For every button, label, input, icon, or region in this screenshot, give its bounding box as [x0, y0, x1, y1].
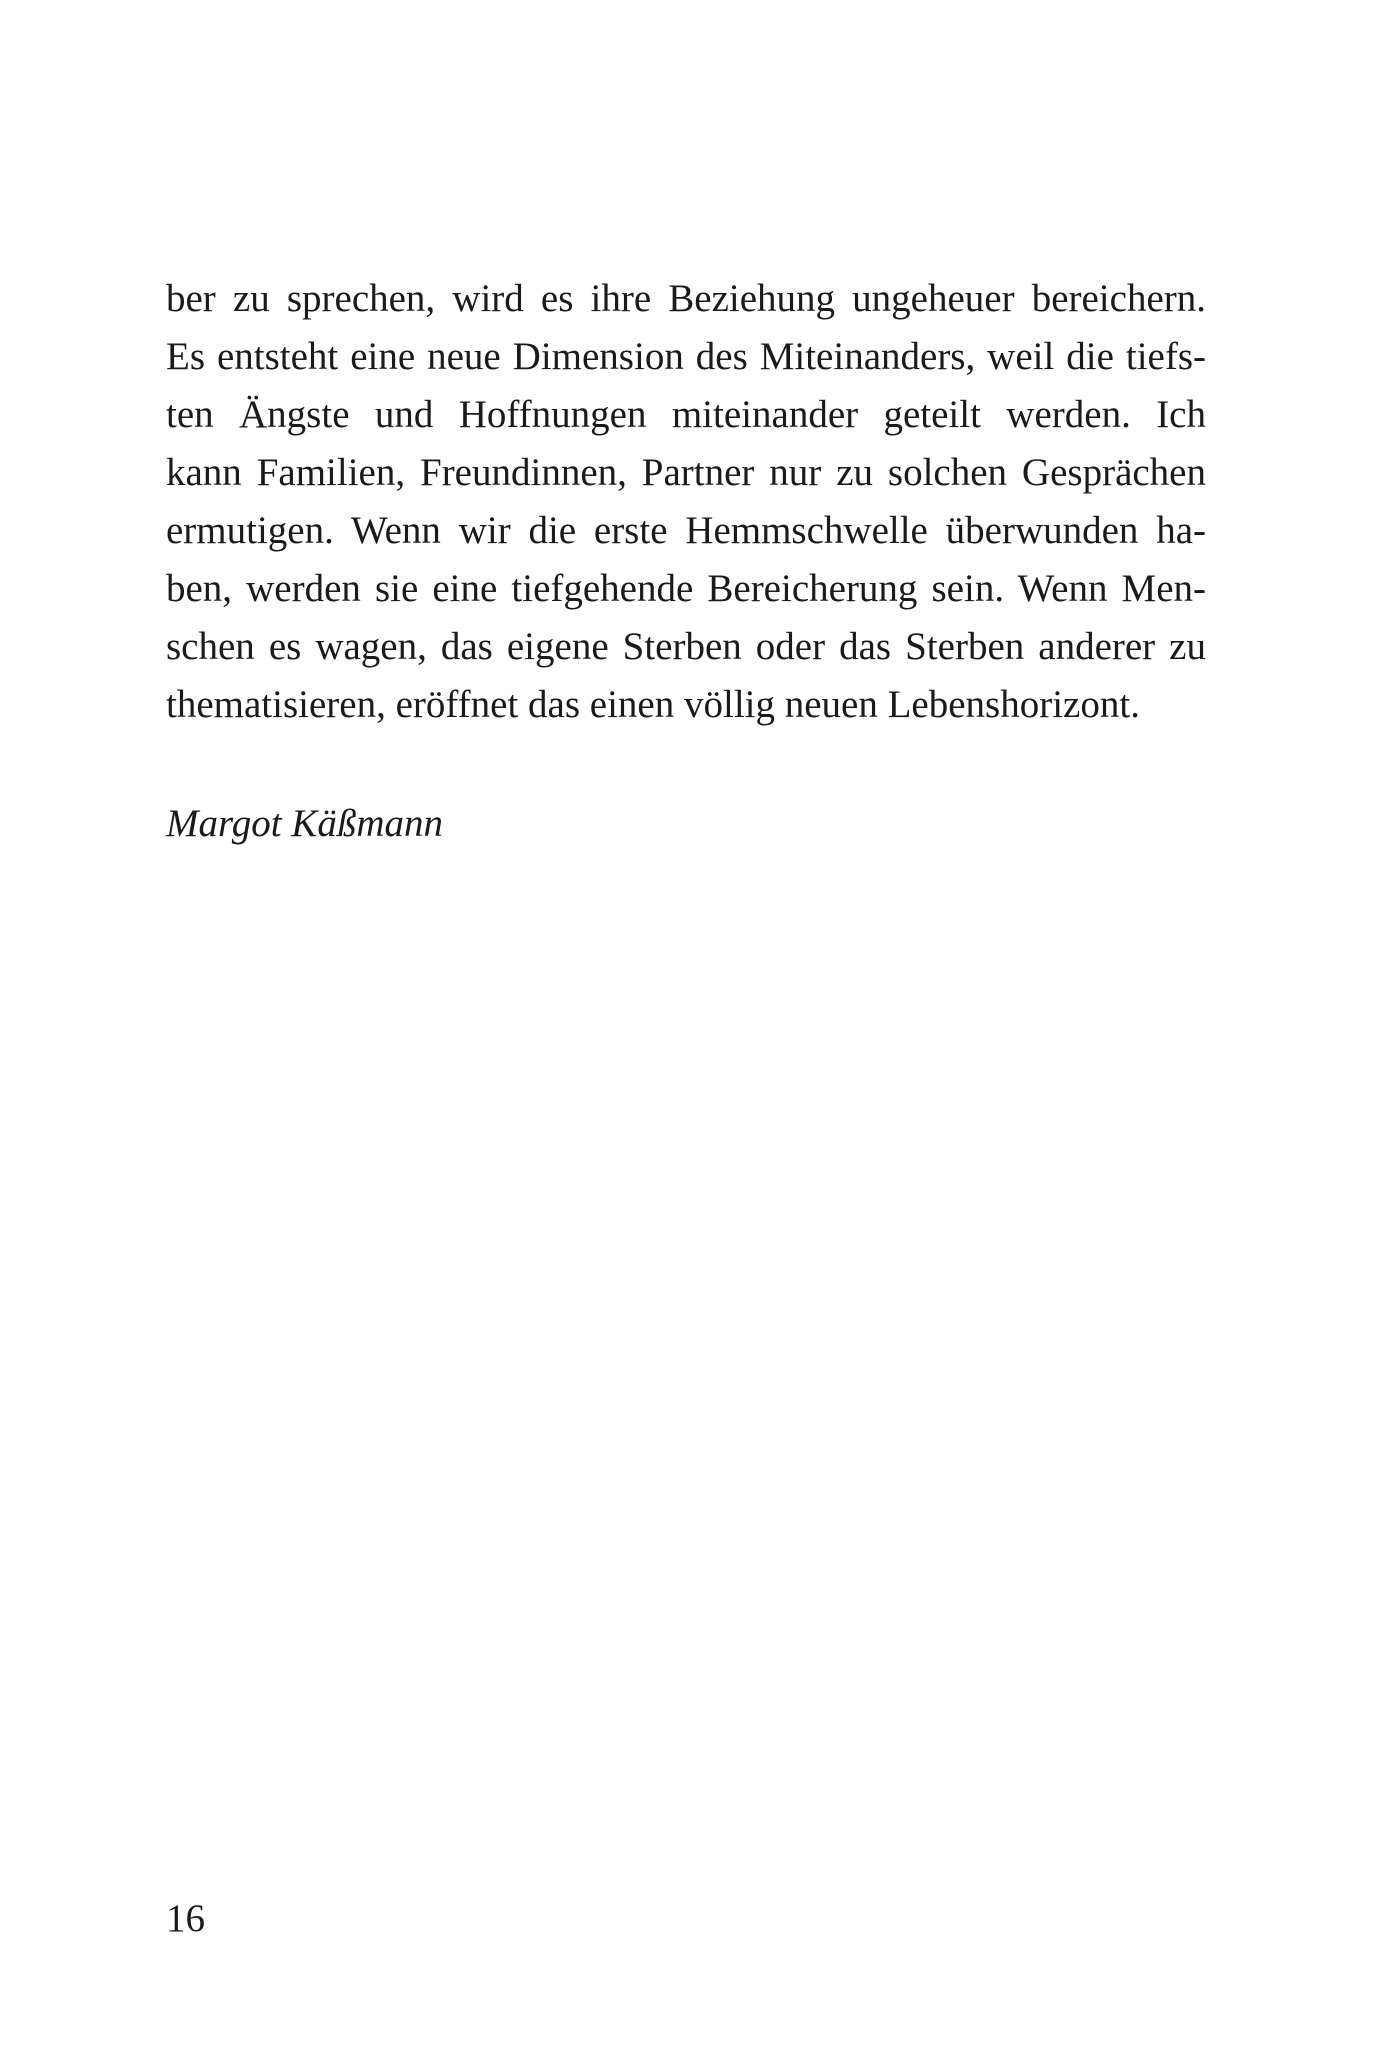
paragraph-line: ber zu sprechen, wird es ihre Beziehung ungeheuer bereichern. [166, 277, 1206, 320]
paragraph-line: kann Familien, Freundinnen, Partner nur zu solchen Gesprächen [166, 451, 1206, 494]
paragraph-line: schen es wagen, das eigene Sterben oder das Sterben anderer zu [166, 625, 1206, 668]
paragraph-line: ben, werden sie eine tiefgehende Bereicherung sein. Wenn Men- [166, 567, 1206, 610]
page-number: 16 [166, 1897, 205, 1940]
paragraph-line: ten Ängste und Hoffnungen miteinander geteilt werden. Ich [166, 393, 1206, 436]
body-paragraph [166, 270, 1206, 734]
paragraph-line: ermutigen. Wenn wir die erste Hemmschwelle überwunden ha- [166, 509, 1206, 552]
author-signature: Margot Käßmann [166, 802, 443, 845]
paragraph-line: Es entsteht eine neue Dimension des Miteinanders, weil die tiefs- [166, 335, 1206, 378]
paragraph-line: thematisieren, eröffnet das einen völlig neuen Lebenshorizont. [166, 683, 1140, 726]
